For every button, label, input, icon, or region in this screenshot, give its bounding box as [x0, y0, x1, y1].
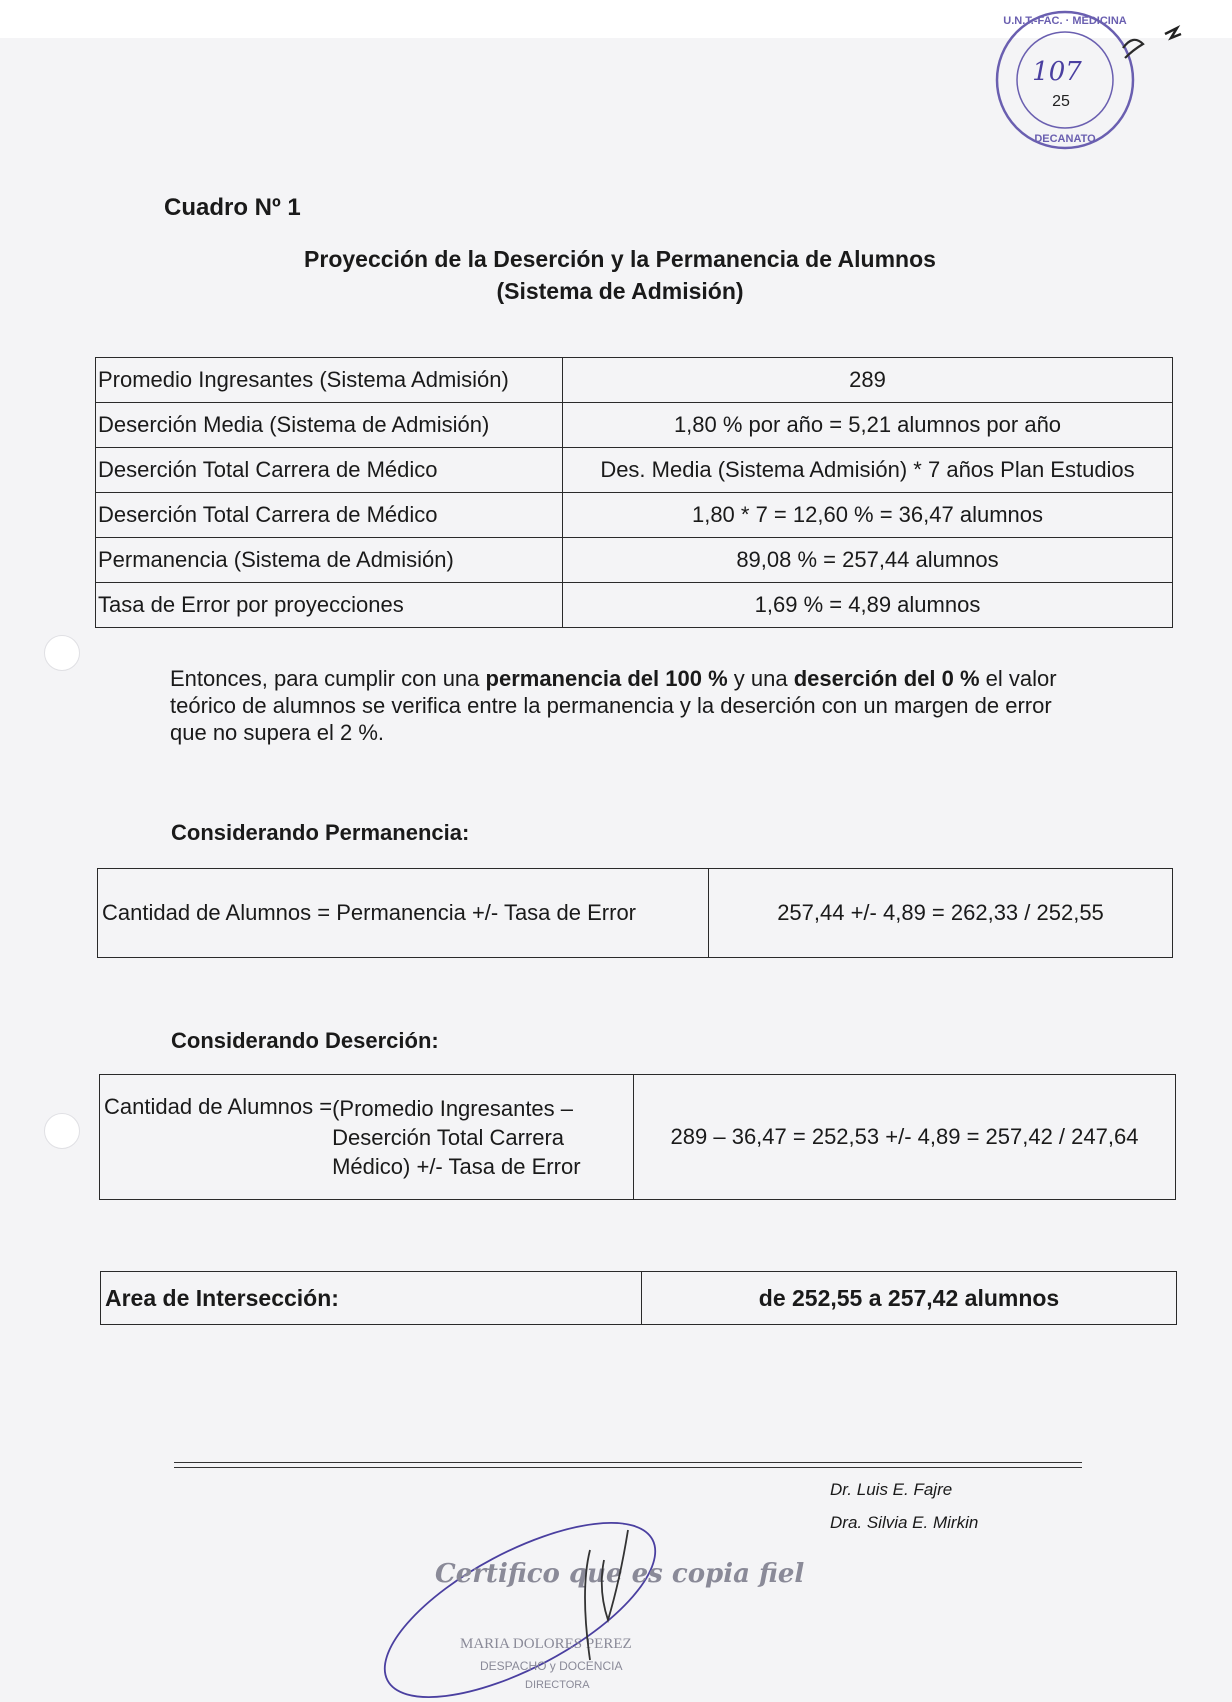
title-line-1: Proyección de la Deserción y la Permanencia de Alumnos [304, 246, 936, 272]
permanencia-table [97, 868, 1173, 958]
binder-hole [44, 635, 80, 671]
row-label [100, 1075, 634, 1200]
heading-permanencia: Considerando Permanencia: [171, 820, 470, 845]
signature-name: Dra. Silvia E. Mirkin [830, 1513, 979, 1532]
explanation-paragraph [170, 665, 1090, 746]
row-value: 1,80 * 7 = 12,60 % = 36,47 alumnos [563, 493, 1173, 538]
row-label: Permanencia (Sistema de Admisión) [96, 538, 563, 583]
stamp-ring-text-bottom: DECANATO [1034, 133, 1096, 145]
para-bold-permanencia: permanencia del 100 % [485, 666, 728, 691]
table-row [96, 538, 1173, 583]
row-value: 89,08 % = 257,44 alumnos [563, 538, 1173, 583]
formula-right: (Promedio Ingresantes – Deserción Total Carrera Médico) +/- Tasa de Error [332, 1095, 581, 1179]
initials-mark [1165, 28, 1181, 38]
row-label: Deserción Media (Sistema de Admisión) [96, 403, 563, 448]
officer-dept: DESPACHO y DOCENCIA [480, 1659, 623, 1673]
formula-left: Cantidad de Alumnos = [104, 1093, 333, 1119]
certification-stamp [380, 1490, 805, 1702]
table-row [96, 448, 1173, 493]
summary-table [95, 357, 1173, 628]
table-row [96, 493, 1173, 538]
table-caption: Cuadro Nº 1 [164, 194, 301, 221]
row-value: 289 – 36,47 = 252,53 +/- 4,89 = 257,42 / 247,64 [634, 1075, 1176, 1200]
para-text: Entonces, para cumplir con una [170, 666, 486, 691]
row-label: Cantidad de Alumnos = Permanencia +/- Tasa de Error [98, 869, 709, 958]
folio-handwritten: 107 [1032, 57, 1082, 87]
para-text: el valor teórico de alumnos se verifica entre la permanencia y la deserción con un margen de error que no supera el 2 %. [170, 666, 1057, 745]
row-value: de 252,55 a 257,42 alumnos [642, 1272, 1177, 1325]
table-row [100, 1075, 1176, 1200]
table-row [98, 869, 1173, 958]
table-row [96, 403, 1173, 448]
para-text: y una [727, 666, 794, 691]
row-label: Promedio Ingresantes (Sistema Admisión) [96, 358, 563, 403]
row-label: Deserción Total Carrera de Médico [96, 448, 563, 493]
table-row [96, 358, 1173, 403]
folio-printed: 25 [1052, 93, 1070, 110]
signature-name: Dr. Luis E. Fajre [830, 1480, 953, 1499]
para-bold-desercion: deserción del 0 % [793, 666, 980, 691]
row-value: Des. Media (Sistema Admisión) * 7 años Plan Estudios [563, 448, 1173, 493]
heading-desercion: Considerando Deserción: [171, 1028, 439, 1053]
officer-name: MARIA DOLORES PEREZ [460, 1636, 632, 1652]
table-row [101, 1272, 1177, 1325]
certifico-text: Certifico que es copia fiel [435, 1559, 805, 1589]
row-value: 1,80 % por año = 5,21 alumnos por año [563, 403, 1173, 448]
row-value: 289 [563, 358, 1173, 403]
faculty-stamp [995, 0, 1232, 150]
row-label: Area de Intersección: [101, 1272, 642, 1325]
footer-rule [174, 1462, 1082, 1463]
officer-title: DIRECTORA [525, 1679, 590, 1691]
interseccion-table [100, 1271, 1177, 1325]
desercion-table [99, 1074, 1176, 1200]
stamp-ring-text: U.N.T.-FAC. · MEDICINA [1003, 15, 1127, 27]
binder-hole [44, 1113, 80, 1149]
title-line-2: (Sistema de Admisión) [496, 278, 744, 304]
row-label: Tasa de Error por proyecciones [96, 583, 563, 628]
row-value: 1,69 % = 4,89 alumnos [563, 583, 1173, 628]
row-label: Deserción Total Carrera de Médico [96, 493, 563, 538]
row-value: 257,44 +/- 4,89 = 262,33 / 252,55 [709, 869, 1173, 958]
table-row [96, 583, 1173, 628]
footer-rule [174, 1467, 1082, 1468]
